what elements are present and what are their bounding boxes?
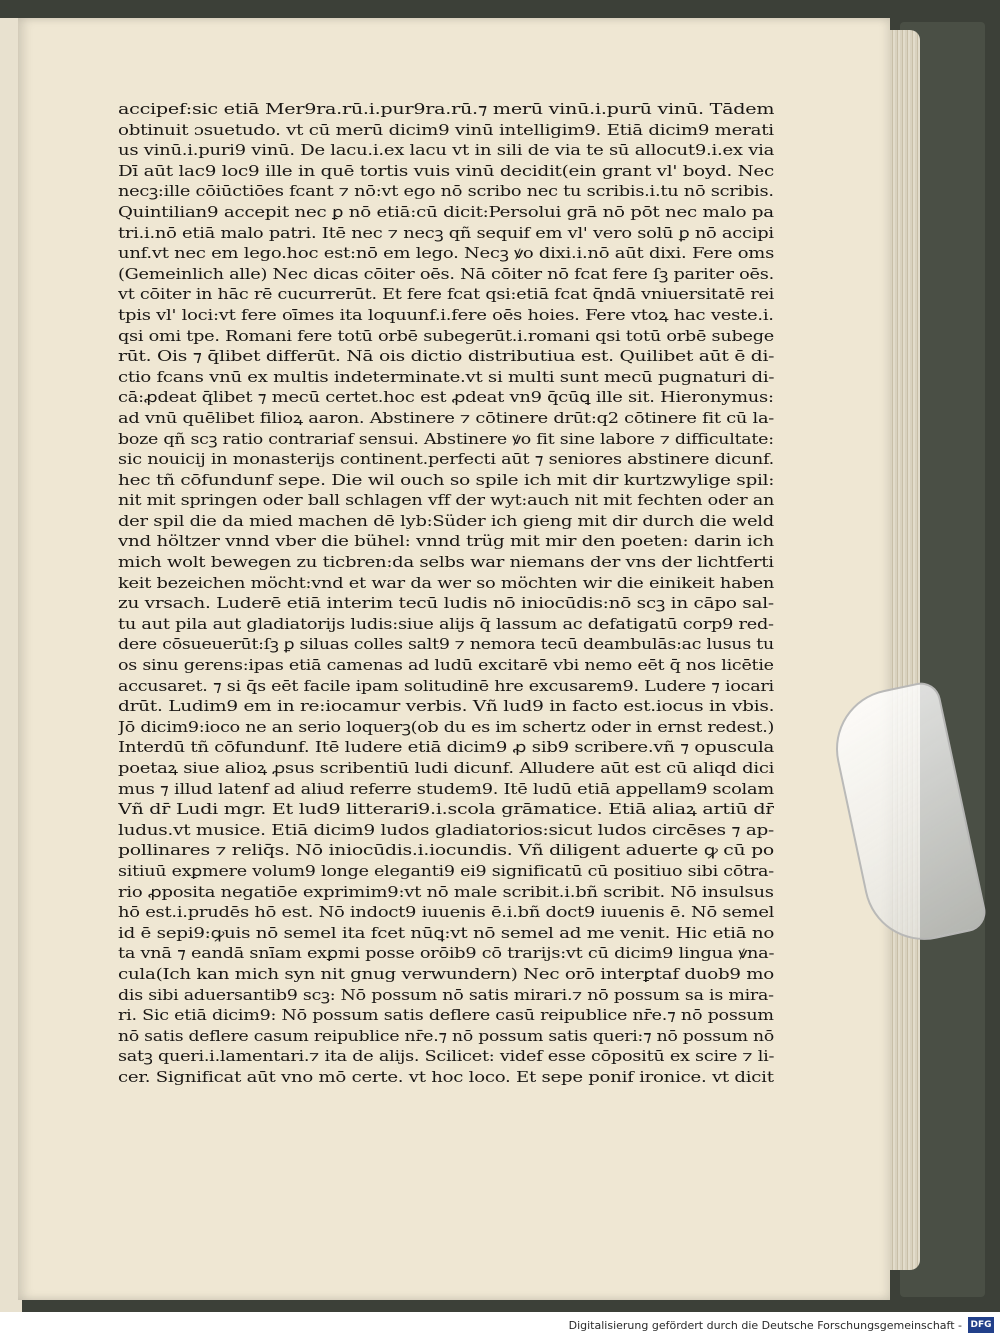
text-line	[118, 491, 774, 512]
text-line-content: pollinares ⁊ reliq̄s. Nō iniocūdis.i.iocundis. Vñ diligent aduerte ꝙ cū po	[118, 842, 774, 860]
text-line-content: unf.vt nec em lego.hoc est:nō em lego. Necꝫ ꝟo dixi.i.nō aūt dixi. Fere oms	[118, 245, 774, 263]
text-line-content: rūt. Ois ⁊ q̄libet differūt. Nā ois dictio distributiua est. Quilibet aūt ē di-	[118, 348, 774, 366]
text-line	[118, 162, 774, 183]
text-line	[118, 368, 774, 389]
text-line-content: sic nouicij in monasterijs continent.perfecti aūt ⁊ seniores abstinere dicunf.	[118, 451, 774, 469]
text-line	[118, 986, 774, 1007]
text-line-content: ri. Sic etiā dicim9: Nō possum satis deflere casū reipublice nr̄e.⁊ nō possum	[118, 1007, 774, 1025]
text-line-content: id ē sepi9:ꝙuis nō semel ita fcet nūꝗ:vt nō semel ad me venit. Hic etiā no	[118, 924, 774, 942]
text-line	[118, 100, 774, 121]
text-line-content: cā:ꝓdeat q̄libet ⁊ mecū certet.hoc est ꝓdeat vn9 q̄cūꝗ ille sit. Hieronymus:	[118, 389, 774, 407]
text-line	[118, 1047, 774, 1068]
text-line-content: zu vrsach. Luderē etiā interim tecū ludis nō iniocūdis:nō scꝫ in cāpo sal-	[118, 595, 774, 613]
text-line-content: tu aut pila aut gladiatorijs ludis:siue alijs q̄ lassum ac defatigatū corp9 red-	[118, 615, 774, 633]
text-line-content: cula(Ich kan mich syn nit gnug verwundern) Nec orō interꝑtaf duob9 mo	[118, 965, 774, 983]
text-line	[118, 430, 774, 451]
page-text-block	[118, 100, 774, 1120]
text-line	[118, 471, 774, 492]
text-line	[118, 800, 774, 821]
text-line	[118, 388, 774, 409]
text-line-content: ta vnā ⁊ eandā snīam exꝑmi posse orōib9 cō trarijs:vt cū dicim9 lingua ꝟna-	[118, 945, 774, 963]
text-line	[118, 821, 774, 842]
text-line	[118, 224, 774, 245]
text-line-content: vnd höltzer vnnd vber die bühel: vnnd trüg mit mir den poeten: darin ich	[118, 533, 774, 551]
text-line	[118, 903, 774, 924]
text-line-content: necꝫ:ille cōiūctiōes fcant ⁊ nō:vt ego nō scribo nec tu scribis.i.tu nō scribis.	[118, 183, 774, 201]
text-line-content: os sinu gerens:ipas etiā camenas ad ludū excitarē vbi nemo eēt q̄ nos licētie	[118, 657, 774, 675]
text-line-content: poetaꝝ siue alioꝝ ꝓsus scribentiū ludi dicunf. Alludere aūt est cū aliqd dici	[118, 760, 774, 777]
text-line	[118, 780, 774, 801]
text-line-content: obtinuit ɔsuetudo. vt cū merū dicim9 vinū intelligim9. Etiā dicim9 merati	[118, 121, 774, 139]
text-line-content: ludus.vt musice. Etiā dicim9 ludos gladiatorios:sicut ludos circēses ⁊ ap-	[118, 821, 774, 839]
text-line	[118, 965, 774, 986]
text-line	[118, 512, 774, 533]
text-line	[118, 697, 774, 718]
text-line	[118, 677, 774, 698]
text-line-content: Dī aūt lac9 loc9 ille in quē tortis vuis vinū decidit(ein grant vl' boyd. Nec	[118, 162, 774, 180]
text-line	[118, 1068, 774, 1089]
text-line-content: cer. Significat aūt vno mō certe. vt hoc loco. Et sepe ponif ironice. vt dicit	[118, 1068, 774, 1086]
dfg-logo: DFG	[968, 1317, 994, 1333]
text-line	[118, 594, 774, 615]
text-line-content: nit mit springen oder ball schlagen vff der wyt:auch nit mit fechten oder an	[118, 492, 774, 510]
text-line	[118, 841, 774, 862]
text-line	[118, 574, 774, 595]
text-line	[118, 615, 774, 636]
footer-credit: Digitalisierung gefördert durch die Deutsche Forschungsgemeinschaft -	[568, 1319, 962, 1332]
text-line	[118, 265, 774, 286]
text-line-content: Jō dicim9:ioco ne an serio loquerꝫ(ob du es im schertz oder in ernst redest.)	[118, 718, 774, 736]
text-line-content: satꝫ queri.i.lamentari.⁊ ita de alijs. Scilicet: videf esse cōpositū ex scire ⁊ li-	[118, 1048, 774, 1066]
text-line-content: mus ⁊ illud latenf ad aliud referre studem9. Itē ludū etiā appellam9 scolam	[118, 780, 774, 798]
text-line-content: mich wolt bewegen zu ticbren:da selbs war niemans der vns der lichtferti	[118, 554, 774, 572]
text-line-content: qsi omi tpe. Romani fere totū orbē subegerūt.i.romani qsi totū orbē subege	[118, 327, 774, 345]
text-line	[118, 327, 774, 348]
text-line	[118, 635, 774, 656]
text-line	[118, 203, 774, 224]
text-line	[118, 141, 774, 162]
text-line-content: ad vnū quēlibet filioꝝ aaron. Abstinere ⁊ cōtinere drūt:q2 cōtinere fit cū la-	[118, 409, 774, 427]
text-line	[118, 656, 774, 677]
text-line-content: nō satis deflere casum reipublice nr̄e.⁊ nō possum satis queri:⁊ nō possum nō	[118, 1027, 774, 1045]
text-line	[118, 738, 774, 759]
text-line-content: drūt. Ludim9 em in re:iocamur verbis. Vñ lud9 in facto est.iocus in vbis.	[118, 698, 774, 716]
text-line	[118, 450, 774, 471]
text-line	[118, 553, 774, 574]
text-line	[118, 532, 774, 553]
text-line	[118, 862, 774, 883]
text-line-content: tri.i.nō etiā malo patri. Itē nec ⁊ necꝫ qñ sequif em vl' vero solū ꝑ nō accipi	[118, 224, 774, 242]
text-line-content: tpis vl' loci:vt fere oīmes ita loquunf.i.fere oēs hoies. Fere vtoꝝ hac veste.i.	[118, 306, 774, 324]
text-line-content: hō est.i.prudēs hō est. Nō indoct9 iuuenis ē.i.bñ doct9 iuuenis ē. Nō semel	[118, 904, 774, 922]
text-line	[118, 244, 774, 265]
text-line-content: dis sibi aduersantib9 scꝫ: Nō possum nō satis mirari.⁊ nō possum sa is mira-	[118, 986, 774, 1004]
text-line-content: vt cōiter in hāc rē cucurrerūt. Et fere fcat qsi:etiā fcat q̄ndā vniuersitatē rei	[118, 286, 774, 304]
text-line	[118, 347, 774, 368]
text-line	[118, 944, 774, 965]
text-line-content: sitiuū exꝑmere volum9 longe eleganti9 ei9 significatū cū positiuo sibi cōtra-	[118, 862, 774, 880]
footer-bar	[0, 1312, 1000, 1339]
text-line	[118, 182, 774, 203]
text-line	[118, 285, 774, 306]
text-line	[118, 718, 774, 739]
text-line	[118, 1027, 774, 1048]
text-line-content: Interdū tñ cōfundunf. Itē ludere etiā dicim9 ꝓ sib9 scribere.vñ ⁊ opuscula	[118, 739, 774, 757]
text-line-content: ctio fcans vnū ex multis indeterminate.vt si multi sunt mecū pugnaturi di-	[118, 368, 774, 386]
text-line-content: accipef:sic etiā Mer9ra.rū.i.pur9ra.rū.⁊ merū vinū.i.purū vinū. Tādem	[118, 101, 774, 118]
text-line-content: dere cōsueuerūt:ſꝫ ꝑ siluas colles salt9 ⁊ nemora tecū deambulās:ac lusus tu	[118, 636, 774, 654]
text-line-content: der spil die da mied machen dē lyb:Süder ich gieng mit dir durch die weld	[118, 512, 774, 530]
text-line	[118, 409, 774, 430]
text-line-content: Vñ dr̄ Ludi mgr. Et lud9 litterari9.i.scola grāmatice. Etiā aliaꝝ artiū dr̄	[118, 801, 774, 819]
text-line-content: Quintilian9 accepit nec ꝑ nō etiā:cū dicit:Persolui grā nō pōt nec malo pa	[118, 203, 774, 221]
text-line	[118, 924, 774, 945]
text-line	[118, 121, 774, 142]
text-line	[118, 1006, 774, 1027]
text-line-content: rio ꝓposita negatiōe exprimim9:vt nō male scribit.i.bñ scribit. Nō insulsus	[118, 883, 774, 901]
text-line-content: accusaret. ⁊ si q̄s eēt facile ipam solitudinē hre excusarem9. Ludere ⁊ iocari	[118, 677, 774, 695]
text-line	[118, 759, 774, 780]
text-line-content: (Gemeinlich alle) Nec dicas cōiter oēs. Nā cōiter nō fcat fere ſꝫ pariter oēs.	[118, 265, 774, 283]
text-line-content: us vinū.i.puri9 vinū. De lacu.i.ex lacu vt in sili de via te sū allocut9.i.ex via	[118, 142, 774, 160]
text-line-content: boze qñ scꝫ ratio contrariaf sensui. Abstinere ꝟo fit sine labore ⁊ difficultate:	[118, 430, 774, 448]
text-line-content: keit bezeichen möcht:vnd et war da wer so möchten wir die einikeit haben	[118, 574, 774, 592]
text-line-content: hec tñ cōfundunf sepe. Die wil ouch so spile ich mit dir kurtzwylige spil:	[118, 471, 774, 489]
text-line	[118, 306, 774, 327]
text-line	[118, 883, 774, 904]
